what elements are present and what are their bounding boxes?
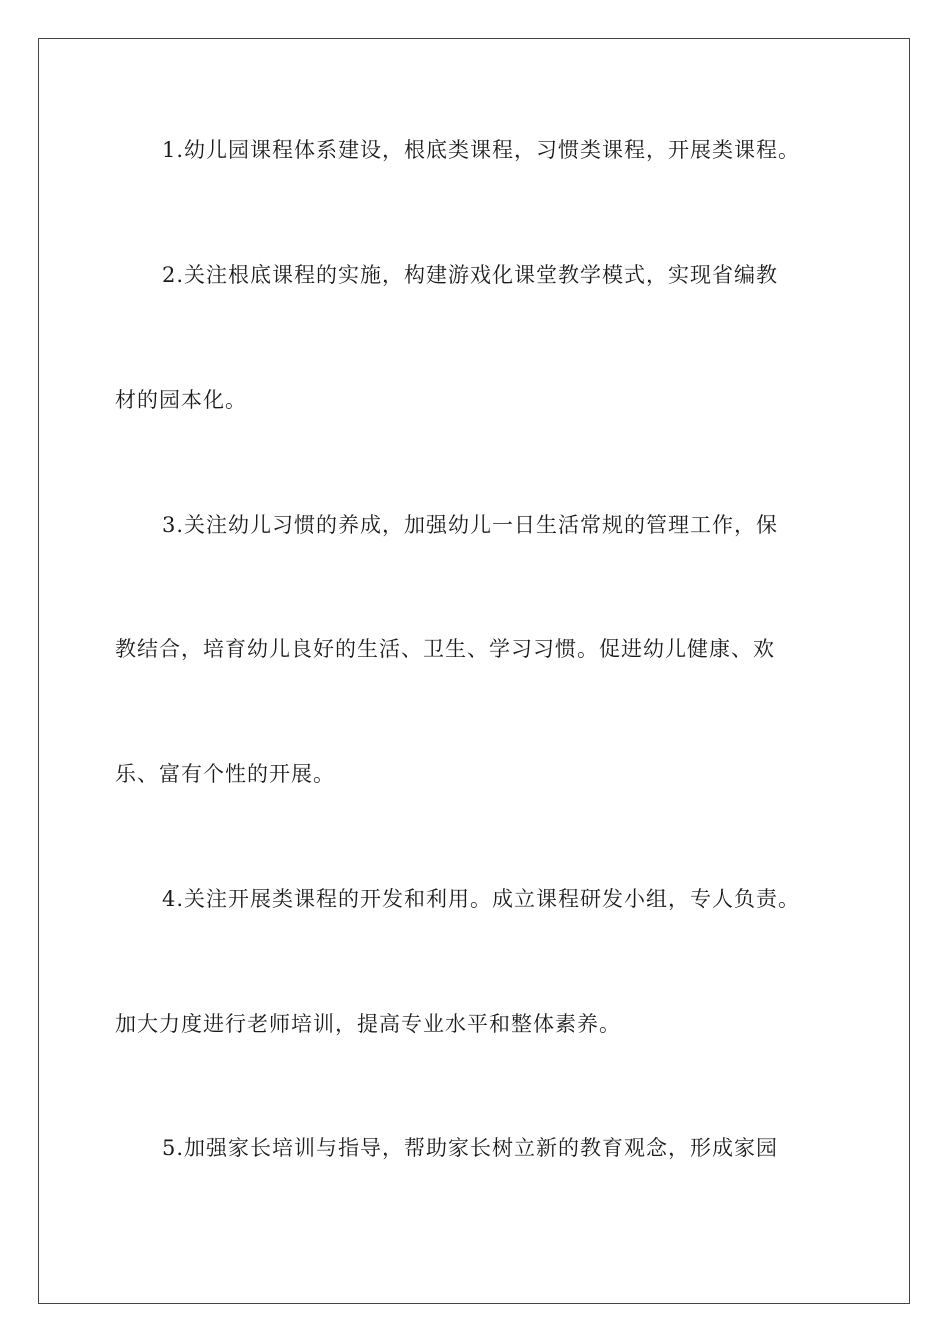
paragraph-4-line-1: 4.关注开展类课程的开发和利用。成立课程研发小组，专人负责。 [162, 887, 801, 911]
paragraph-4-line-2: 加大力度进行老师培训，提高专业水平和整体素养。 [115, 1012, 621, 1036]
paragraph-3-line-1: 3.关注幼儿习惯的养成，加强幼儿一日生活常规的管理工作，保 [162, 513, 779, 537]
paragraph-1-line-1: 1.幼儿园课程体系建设，根底类课程，习惯类课程，开展类课程。 [162, 138, 801, 162]
paragraph-3-line-2: 教结合，培育幼儿良好的生活、卫生、学习习惯。促进幼儿健康、欢 [115, 637, 775, 661]
paragraph-3-line-3: 乐、富有个性的开展。 [115, 762, 335, 786]
page-border [38, 38, 910, 1304]
paragraph-2-line-1: 2.关注根底课程的实施，构建游戏化课堂教学模式，实现省编教 [162, 263, 779, 287]
paragraph-2-line-2: 材的园本化。 [115, 388, 247, 412]
paragraph-5-line-1: 5.加强家长培训与指导，帮助家长树立新的教育观念，形成家园 [162, 1136, 779, 1160]
